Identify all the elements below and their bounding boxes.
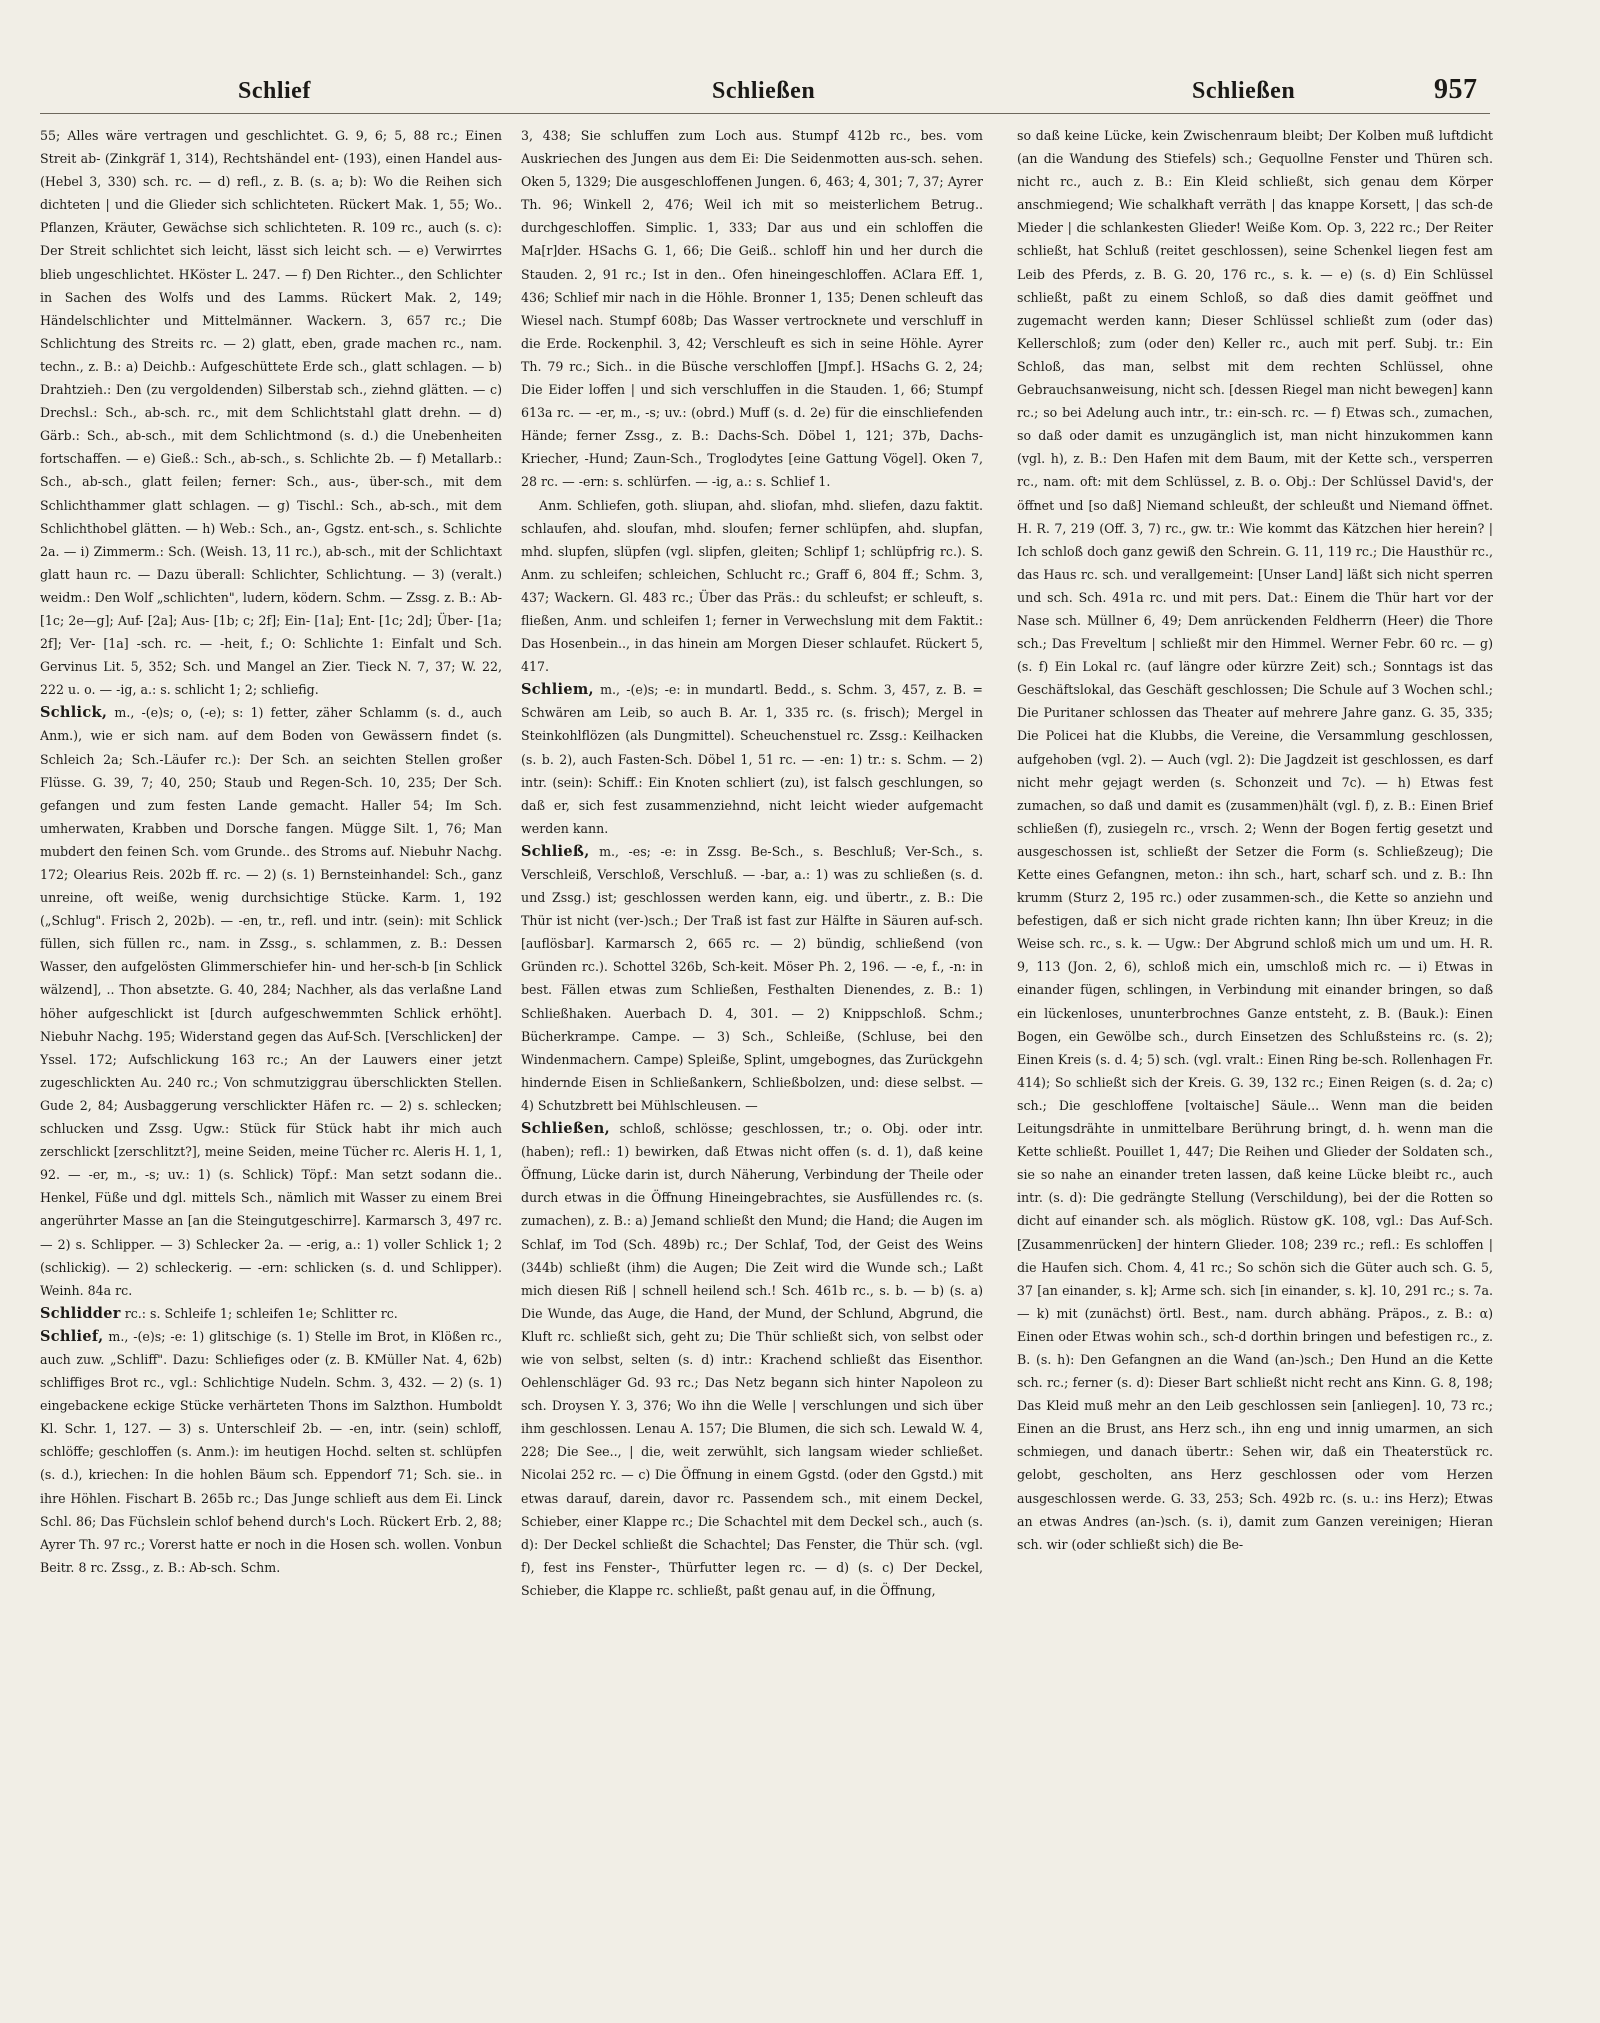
dictionary-entry xyxy=(40,701,502,1301)
header-center-catchword: Schließen xyxy=(712,78,816,104)
entry-headword: Schlidder xyxy=(40,1304,121,1322)
page-number: 957 xyxy=(1434,74,1478,105)
entry-text: Anm. Schliefen, goth. sliupan, ahd. sliofan, mhd. sliefen, dazu faktit. schlaufen, ahd. sloufan, mhd. sloufen; ferner schlüpfen, ahd. slupfan, mhd. slupfen, slüpfen (vgl. slipfen, gleiten; Schlipf 1; schlüpfrig rc.). S. Anm. zu schleifen; schleichen, Schlucht rc.; Graff 6, 804 ff.; Schm. 3, 437; Wackern. Gl. 483 rc.; Über das Präs.: du schleufst; er schleuft, s. fließen, Anm. und schleifen 1; ferner in Verwechslung mit dem Faktit.: Das Hosenbein.., in das hinein am Morgen Dieser schlaufet. Rückert 5, 417. xyxy=(521,497,983,675)
column-1 xyxy=(40,124,502,2004)
column-2 xyxy=(521,124,983,2004)
entry-text: m., -(e)s; -e: 1) glitschige (s. 1) Stelle im Brot, in Klößen rc., auch zuw. „Schliff". Dazu: Schliefiges oder (z. B. KMüller Nat. 4, 62b) schliffiges Brot rc., vgl.: Schlichtige Nudeln. Schm. 3, 432. — 2) (s. 1) eingebackene eckige Stücke verhärteten Thons im Salzthon. Humboldt Kl. Schr. 1, 127. — 3) s. Unterschleif 2b. — -en, intr. (sein) schloff, schlöffe; geschloffen (s. Anm.): im heutigen Hochd. selten st. schlüpfen (s. d.), kriechen: In die hohlen Bäum sch. Eppendorf 71; Sch. sie.. in ihre Höhlen. Fischart B. 265b rc.; Das Junge schlieft aus dem Ei. Linck Schl. 86; Das Füchslein schlof behend durch's Loch. Rückert Erb. 2, 88; Ayrer Th. 97 rc.; Vorerst hatte er noch in die Hosen sch. wollen. Vonbun Beitr. 8 rc. Zssg., z. B.: Ab-sch. Schm. xyxy=(40,1328,502,1575)
entry-headword: Schlick, xyxy=(40,704,108,722)
entry-text: 3, 438; Sie schluffen zum Loch aus. Stumpf 412b rc., bes. vom Auskriechen des Jungen aus dem Ei: Die Seidenmotten aus-sch. sehen. Oken 5, 1329; Die ausgeschloffenen Jungen. 6, 463; 4, 301; 7, 37; Ayrer Th. 96; Winkell 2, 476; Weil ich mit so meisterlichem Betrug.. durchgeschloffen. Simplic. 1, 333; Dar aus und ein schloffen die Ma[r]der. HSachs G. 1, 66; Die Geiß.. schloff hin und her durch die Stauden. 2, 91 rc.; Ist in den.. Ofen hineingeschloffen. AClara Eff. 1, 436; Schlief mir nach in die Höhle. Bronner 1, 135; Denen schleuft das Wiesel nach. Stumpf 608b; Das Wasser vertrocknete und verschluff in die Erde. Rockenphil. 3, 42; Verschleuft es sich in seine Höhle. Ayrer Th. 79 rc.; Sich.. in die Büsche verschloffen [Jmpf.]. HSachs G. 2, 24; Die Eider loffen | und sich verschluffen in die Stauden. 1, 66; Stumpf 613a rc. — -er, m., -s; uv.: (obrd.) Muff (s. d. 2e) für die einschliefenden Hände; ferner Zssg., z. B.: Dachs-Sch. Döbel 1, 121; 37b, Dachs-Kriecher, -Hund; Zaun-Sch., Troglodytes [eine Gattung Vögel]. Oken 7, 28 rc. — -ern: s. schlürfen. — -ig, a.: s. Schlief 1. xyxy=(521,128,983,490)
running-header xyxy=(0,72,1600,112)
dictionary-entry xyxy=(1017,124,1493,1556)
dictionary-entry xyxy=(40,124,502,701)
dictionary-entry xyxy=(40,1325,502,1579)
entry-text: m., -(e)s; o, (-e); s: 1) fetter, zäher Schlamm (s. d., auch Anm.), wie er sich nam. auf dem Boden von Gewässern findet (s. Schleich 2a; Sch.-Läufer rc.): Der Sch. an seichten Stellen großer Flüsse. G. 39, 7; 40, 250; Staub und Regen-Sch. 10, 235; Der Sch. gefangen und zum festen Lande gemacht. Haller 54; Im Sch. umherwaten, Krabben und Dorsche fangen. Mügge Silt. 1, 76; Man mubdert den feinen Sch. vom Grunde.. des Stroms auf. Niebuhr Nachg. 172; Olearius Reis. 202b ff. rc. — 2) (s. 1) Bernsteinhandel: Sch., ganz unreine, oft weiße, wenig durchsichtige Stücke. Karm. 1, 192 („Schlug". Frisch 2, 202b). — -en, tr., refl. und intr. (sein): mit Schlick füllen, sich füllen rc., nam. in Zssg., s. schlammen, z. B.: Dessen Wasser, den aufgelösten Glimmerschiefer hin- und her-sch-b [in Schlick wälzend], .. Thon absetzte. G. 40, 284; Nachher, als das verlaßne Land höher aufgeschlickt ist [durch aufgeschwemmten Schlick erhöht]. Niebuhr Nachg. 195; Widerstand gegen das Auf-Sch. [Verschlicken] der Yssel. 172; Aufschlickung 163 rc.; An der Lauwers einer jetzt zugeschlickten Au. 240 rc.; Von schmutziggrau überschlickten Stellen. Gude 2, 84; Ausbaggerung verschlickter Häfen rc. — 2) s. schlecken; schlucken und Zssg. Ugw.: Stück für Stück habt ihr mich auch zerschlickt [zerschlitzt?], meine Seiden, meine Tücher rc. Aleris H. 1, 1, 92. — -er, m., -s; uv.: 1) (s. Schlick) Töpf.: Man setzt sodann die.. Henkel, Füße und dgl. mittels Sch., nämlich mit Wasser zu einem Brei angerührter Masse an [an die Steingutgeschirre]. Karmarsch 3, 497 rc. — 2) s. Schlipper. — 3) Schlecker 2a. — -erig, a.: 1) voller Schlick 1; 2 (schlickig). — 2) schleckerig. — -ern: schlicken (s. d. und Schlipper). Weinh. 84a rc. xyxy=(40,705,502,1298)
entry-text: 55; Alles wäre vertragen und geschlichtet. G. 9, 6; 5, 88 rc.; Einen Streit ab- (Zinkgräf 1, 314), Rechtshändel ent- (193), einen Handel aus- (Hebel 3, 330) sch. rc. — d) refl., z. B. (s. a; b): Wo die Reihen sich dichteten | und die Glieder sich schlichteten. Rückert Mak. 1, 55; Wo.. Pflanzen, Kräuter, Gewächse sich schlichteten. R. 109 rc., auch (s. c): Der Streit schlichtet sich leicht, lässt sich leicht sch. — e) Verwirrtes blieb ungeschlichtet. HKöster L. 247. — f) Den Richter.., den Schlichter in Sachen des Wolfs und des Lamms. Rückert Mak. 2, 149; Händelschlichter und Mittelmänner. Wackern. 3, 657 rc.; Die Schlichtung des Streits rc. — 2) glatt, eben, grade machen rc., nam. techn., z. B.: a) Deichb.: Aufgeschüttete Erde sch., glatt schlagen. — b) Drahtzieh.: Den (zu vergoldenden) Silberstab sch., ziehnd glätten. — c) Drechsl.: Sch., ab-sch. rc., mit dem Schlichtstahl glatt drehn. — d) Gärb.: Sch., ab-sch., mit dem Schlichtmond (s. d.) die Unebenheiten fortschaffen. — e) Gieß.: Sch., ab-sch., s. Schlichte 2b. — f) Metallarb.: Sch., ab-sch., glatt feilen; ferner: Sch., aus-, über-sch., mit dem Schlichthammer glatt schlagen. — g) Tischl.: Sch., ab-sch., mit dem Schlichthobel glätten. — h) Web.: Sch., an-, Ggstz. ent-sch., s. Schlichte 2a. — i) Zimmerm.: Sch. (Weish. 13, 11 rc.), ab-sch., mit der Schlichtaxt glatt haun rc. — Dazu überall: Schlichter, Schlichtung. — 3) (veralt.) weidm.: Den Wolf „schlichten", ludern, ködern. Schm. — Zssg. z. B.: Ab- [1c; 2e—g]; Auf- [2a]; Aus- [1b; c; 2f]; Ein- [1a]; Ent- [1c; 2d]; Über- [1a; 2f]; Ver- [1a] -sch. rc. — -heit, f.; O: Schlichte 1: Einfalt und Sch. Gervinus Lit. 5, 352; Sch. und Mangel an Zier. Tieck N. 7, 37; W. 22, 222 u. o. — -ig, a.: s. schlicht 1; 2; schliefig. xyxy=(40,128,502,698)
entry-headword: Schließen, xyxy=(521,1120,610,1138)
entry-headword: Schlief, xyxy=(40,1327,104,1345)
entry-headword: Schliem, xyxy=(521,681,594,699)
column-3 xyxy=(1017,124,1493,2004)
header-rule xyxy=(40,113,1490,114)
dictionary-entry xyxy=(521,840,983,1117)
dictionary-entry xyxy=(521,494,983,679)
dictionary-entry xyxy=(521,1117,983,1602)
entry-text: rc.: s. Schleife 1; schleifen 1e; Schlitter rc. xyxy=(124,1305,398,1321)
dictionary-entry xyxy=(40,1302,502,1325)
entry-headword: Schließ, xyxy=(521,842,590,860)
header-right-catchword: Schließen xyxy=(1192,78,1296,104)
entry-text: schloß, schlösse; geschlossen, tr.; o. Obj. oder intr. (haben); refl.: 1) bewirken, daß Etwas nicht offen (s. d. 1), daß keine Öffnung, Lücke darin ist, durch Näherung, Verbindung der Theile oder durch etwas in die Öffnung Hineingebrachtes, sie Ausfüllendes rc. (s. zumachen), z. B.: a) Jemand schließt den Mund; die Hand; die Augen im Schlaf, im Tod (Sch. 489b) rc.; Der Schlaf, Tod, der Geist des Weins (344b) schließt (ihm) die Augen; Die Zeit wird die Wunde sch.; Laßt mich diesen Riß | schnell heilend sch.! Sch. 461b rc., s. b. — b) (s. a) Die Wunde, das Auge, die Hand, der Mund, der Schlund, Abgrund, die Kluft rc. schließt sich, geht zu; Die Thür schließt sich, von selbst oder wie von selbst, selten (s. d) intr.: Krachend schließt das Eisenthor. Oehlenschläger Gd. 93 rc.; Das Netz begann sich hinter Napoleon zu sch. Droysen Y. 3, 376; Wo ihn die Welle | verschlungen und sich über ihm geschlossen. Lenau A. 157; Die Blumen, die sich sch. Lewald W. 4, 228; Die See.., | die, weit zerwühlt, sich langsam wieder schließet. Nicolai 252 rc. — c) Die Öffnung in einem Ggstd. (oder den Ggstd.) mit etwas darauf, darein, davor rc. Passendem sch., mit einem Deckel, Schieber, einer Klappe rc.; Die Schachtel mit dem Deckel sch., auch (s. d): Der Deckel schließt die Schachtel; Das Fenster, die Thür sch. (vgl. f), fest ins Fenster-, Thürfutter legen rc. — d) (s. c) Der Deckel, Schieber, die Klappe rc. schließt, paßt genau auf, in die Öffnung, xyxy=(521,1121,983,1598)
entry-text: m., -es; -e: in Zssg. Be-Sch., s. Beschluß; Ver-Sch., s. Verschleiß, Verschloß, Verschluß. — -bar, a.: 1) was zu schließen (s. d. und Zssg.) ist; geschlossen werden kann, eig. und übertr., z. B.: Die Thür ist nicht (ver-)sch.; Der Traß ist fast zur Hälfte in Säuren auf-sch. [auflösbar]. Karmarsch 2, 665 rc. — 2) bündig, schließend (von Gründen rc.). Schottel 326b, Sch-keit. Möser Ph. 2, 196. — -e, f., -n: in best. Fällen etwas zum Schließen, Festhalten Dienendes, z. B.: 1) Schließhaken. Auerbach D. 4, 301. — 2) Knippschloß. Schm.; Bücherkrampe. Campe. — 3) Sch., Schleiße, (Schluse, bei den Windenmachern. Campe) Spleiße, Splint, umgebognes, das Zurückgehn hindernde Eisen in Schließankern, Schließbolzen, und: diese selbst. — 4) Schutzbrett bei Mühlschleusen. — xyxy=(521,843,983,1113)
dictionary-entry xyxy=(521,678,983,840)
header-left-catchword: Schlief xyxy=(238,78,311,104)
entry-text: m., -(e)s; -e: in mundartl. Bedd., s. Schm. 3, 457, z. B. = Schwären am Leib, so auch B. Ar. 1, 335 rc. (s. frisch); Mergel in Steinkohlflözen (als Dungmittel). Scheuchenstuel rc. Zssg.: Keilhacken (s. b. 2), auch Fasten-Sch. Döbel 1, 51 rc. — -en: 1) tr.: s. Schm. — 2) intr. (sein): Schiff.: Ein Knoten schliert (zu), ist falsch geschlungen, so daß er, sich fest zusammenziehnd, nicht leicht wieder aufgemacht werden kann. xyxy=(521,682,983,836)
entry-text: so daß keine Lücke, kein Zwischenraum bleibt; Der Kolben muß luftdicht (an die Wandung des Stiefels) sch.; Gequollne Fenster und Thüren sch. nicht rc., auch z. B.: Ein Kleid schließt, sich genau dem Körper anschmiegend; Wie schalkhaft verräth | das knappe Korsett, | das sch-de Mieder | die schlankesten Glieder! Weiße Kom. Op. 3, 222 rc.; Der Reiter schließt, hat Schluß (reitet geschlossen), seine Schenkel liegen fest am Leib des Pferds, z. B. G. 20, 176 rc., s. k. — e) (s. d) Ein Schlüssel schließt, paßt zu einem Schloß, so daß dies damit geöffnet und zugemacht werden kann; Dieser Schlüssel schließt zum (oder das) Kellerschloß; zum (oder den) Keller rc., auch mit perf. Subj. tr.: Ein Schloß, das man, selbst mit dem rechten Schlüssel, ohne Gebrauchsanweisung, nicht sch. [dessen Riegel man nicht bewegen] kann rc.; so bei Adelung auch intr., tr.: ein-sch. rc. — f) Etwas sch., zumachen, so daß oder damit es unzugänglich ist, man nicht hinzukommen kann (vgl. h), z. B.: Den Hafen mit dem Baum, mit der Kette sch., versperren rc., nam. oft: mit dem Schlüssel, z. B. o. Obj.: Der Schlüssel David's, der öffnet und [so daß] Niemand schleußt, der schleußt und Niemand öffnet. H. R. 7, 219 (Off. 3, 7) rc., gw. tr.: Wie kommt das Kätzchen hier herein? | Ich schloß doch ganz gewiß den Schrein. G. 11, 119 rc.; Die Hausthür rc., das Haus rc. sch. und verallgemeint: [Unser Land] läßt sich nicht sperren und sch. Sch. 491a rc. und mit pers. Dat.: Einem die Thür hart vor der Nase sch. Müllner 6, 49; Dem anrückenden Feldherrn (Heer) die Thore sch.; Das Freveltum | schließt mir den Himmel. Werner Febr. 60 rc. — g) (s. f) Ein Lokal rc. (auf längre oder kürzre Zeit) sch.; Sonntags ist das Geschäftslokal, das Geschäft geschlossen; Die Schule auf 3 Wochen schl.; Die Puritaner schlossen das Theater auf mehrere Jahre ganz. G. 35, 335; Die Policei hat die Klubbs, die Vereine, die Versammlung geschlossen, aufgehoben (vgl. 2). — Auch (vgl. 2): Die Jagdzeit ist geschlossen, es darf nicht mehr gejagt werden (s. Schonzeit und 7c). — h) Etwas fest zumachen, so daß und damit es (zusammen)hält (vgl. f), z. B.: Einen Brief schließen (f), zusiegeln rc., vrsch. 2; Wenn der Bogen fertig gesetzt und ausgeschossen ist, schließt der Setzer die Form (s. Schließzeug); Die Kette eines Gefangnen, meton.: ihn sch., hart, scharf sch. und z. B.: Ihn krumm (Sturz 2, 195 rc.) oder zusammen-sch., die Kette so anziehn und befestigen, daß er sich nicht grade richten kann; Ihn über Kreuz; in die Weise sch. rc., s. k. — Ugw.: Der Abgrund schloß mich um und um. H. R. 9, 113 (Jon. 2, 6), schloß mich ein, umschloß mich rc. — i) Etwas in einander fügen, schlingen, in Verbindung mit einander bringen, so daß ein lückenloses, ununterbrochnes Ganze entsteht, z. B. (Bauk.): Einen Bogen, ein Gewölbe sch., durch Einsetzen des Schlußsteins rc. (s. 2); Einen Kreis (s. d. 4; 5) sch. (vgl. vralt.: Einen Ring be-sch. Rollenhagen Fr. 414); So schließt sich der Kreis. G. 39, 132 rc.; Einen Reigen (s. d. 2a; c) sch.; Die geschloffene [voltaische] Säule... Wenn man die beiden Leitungsdrähte in unmittelbare Berührung bringt, d. h. wenn man die Kette schließt. Pouillet 1, 447; Die Reihen und Glieder der Soldaten sch., sie so nahe an einander treten lassen, daß keine Lücke bleibt rc., auch intr. (s. d): Die gedrängte Stellung (Verschildung), bei der die Rotten so dicht auf einander sch. als möglich. Rüstow gK. 108, vgl.: Das Auf-Sch. [Zusammenrücken] der hintern Glieder. 108; 239 rc.; refl.: Es schloffen | die Haufen sich. Chom. 4, 41 rc.; So schön sich die Güter auch sch. G. 5, 37 [an einander, s. k]; Arme sch. sich [in einander, s. k]. 10, 291 rc.; s. 7a. — k) mit (zunächst) örtl. Best., nam. durch abhäng. Präpos., z. B.: α) Einen oder Etwas wohin sch., sch-d dorthin bringen und befestigen rc., z. B. (s. h): Den Gefangnen an die Wand (an-)sch.; Den Hund an die Kette sch. rc.; ferner (s. d): Dieser Bart schließt nicht recht ans Kinn. G. 8, 198; Das Kleid muß mehr an den Leib geschlossen sein [anliegen]. 10, 73 rc.; Einen an die Brust, ans Herz sch., ihn eng und innig umarmen, an sich schmiegen, und danach übertr.: Sehen wir, daß ein Theaterstück rc. gelobt, gescholten, ans Herz geschlossen oder vom Herzen ausgeschlossen werde. G. 33, 253; Sch. 492b rc. (s. u.: ins Herz); Etwas an etwas Andres (an-)sch. (s. i), damit zum Ganzen vereinigen; Hieran sch. wir (oder schließt sich) die Be- xyxy=(1017,128,1493,1552)
dictionary-entry xyxy=(521,124,983,494)
